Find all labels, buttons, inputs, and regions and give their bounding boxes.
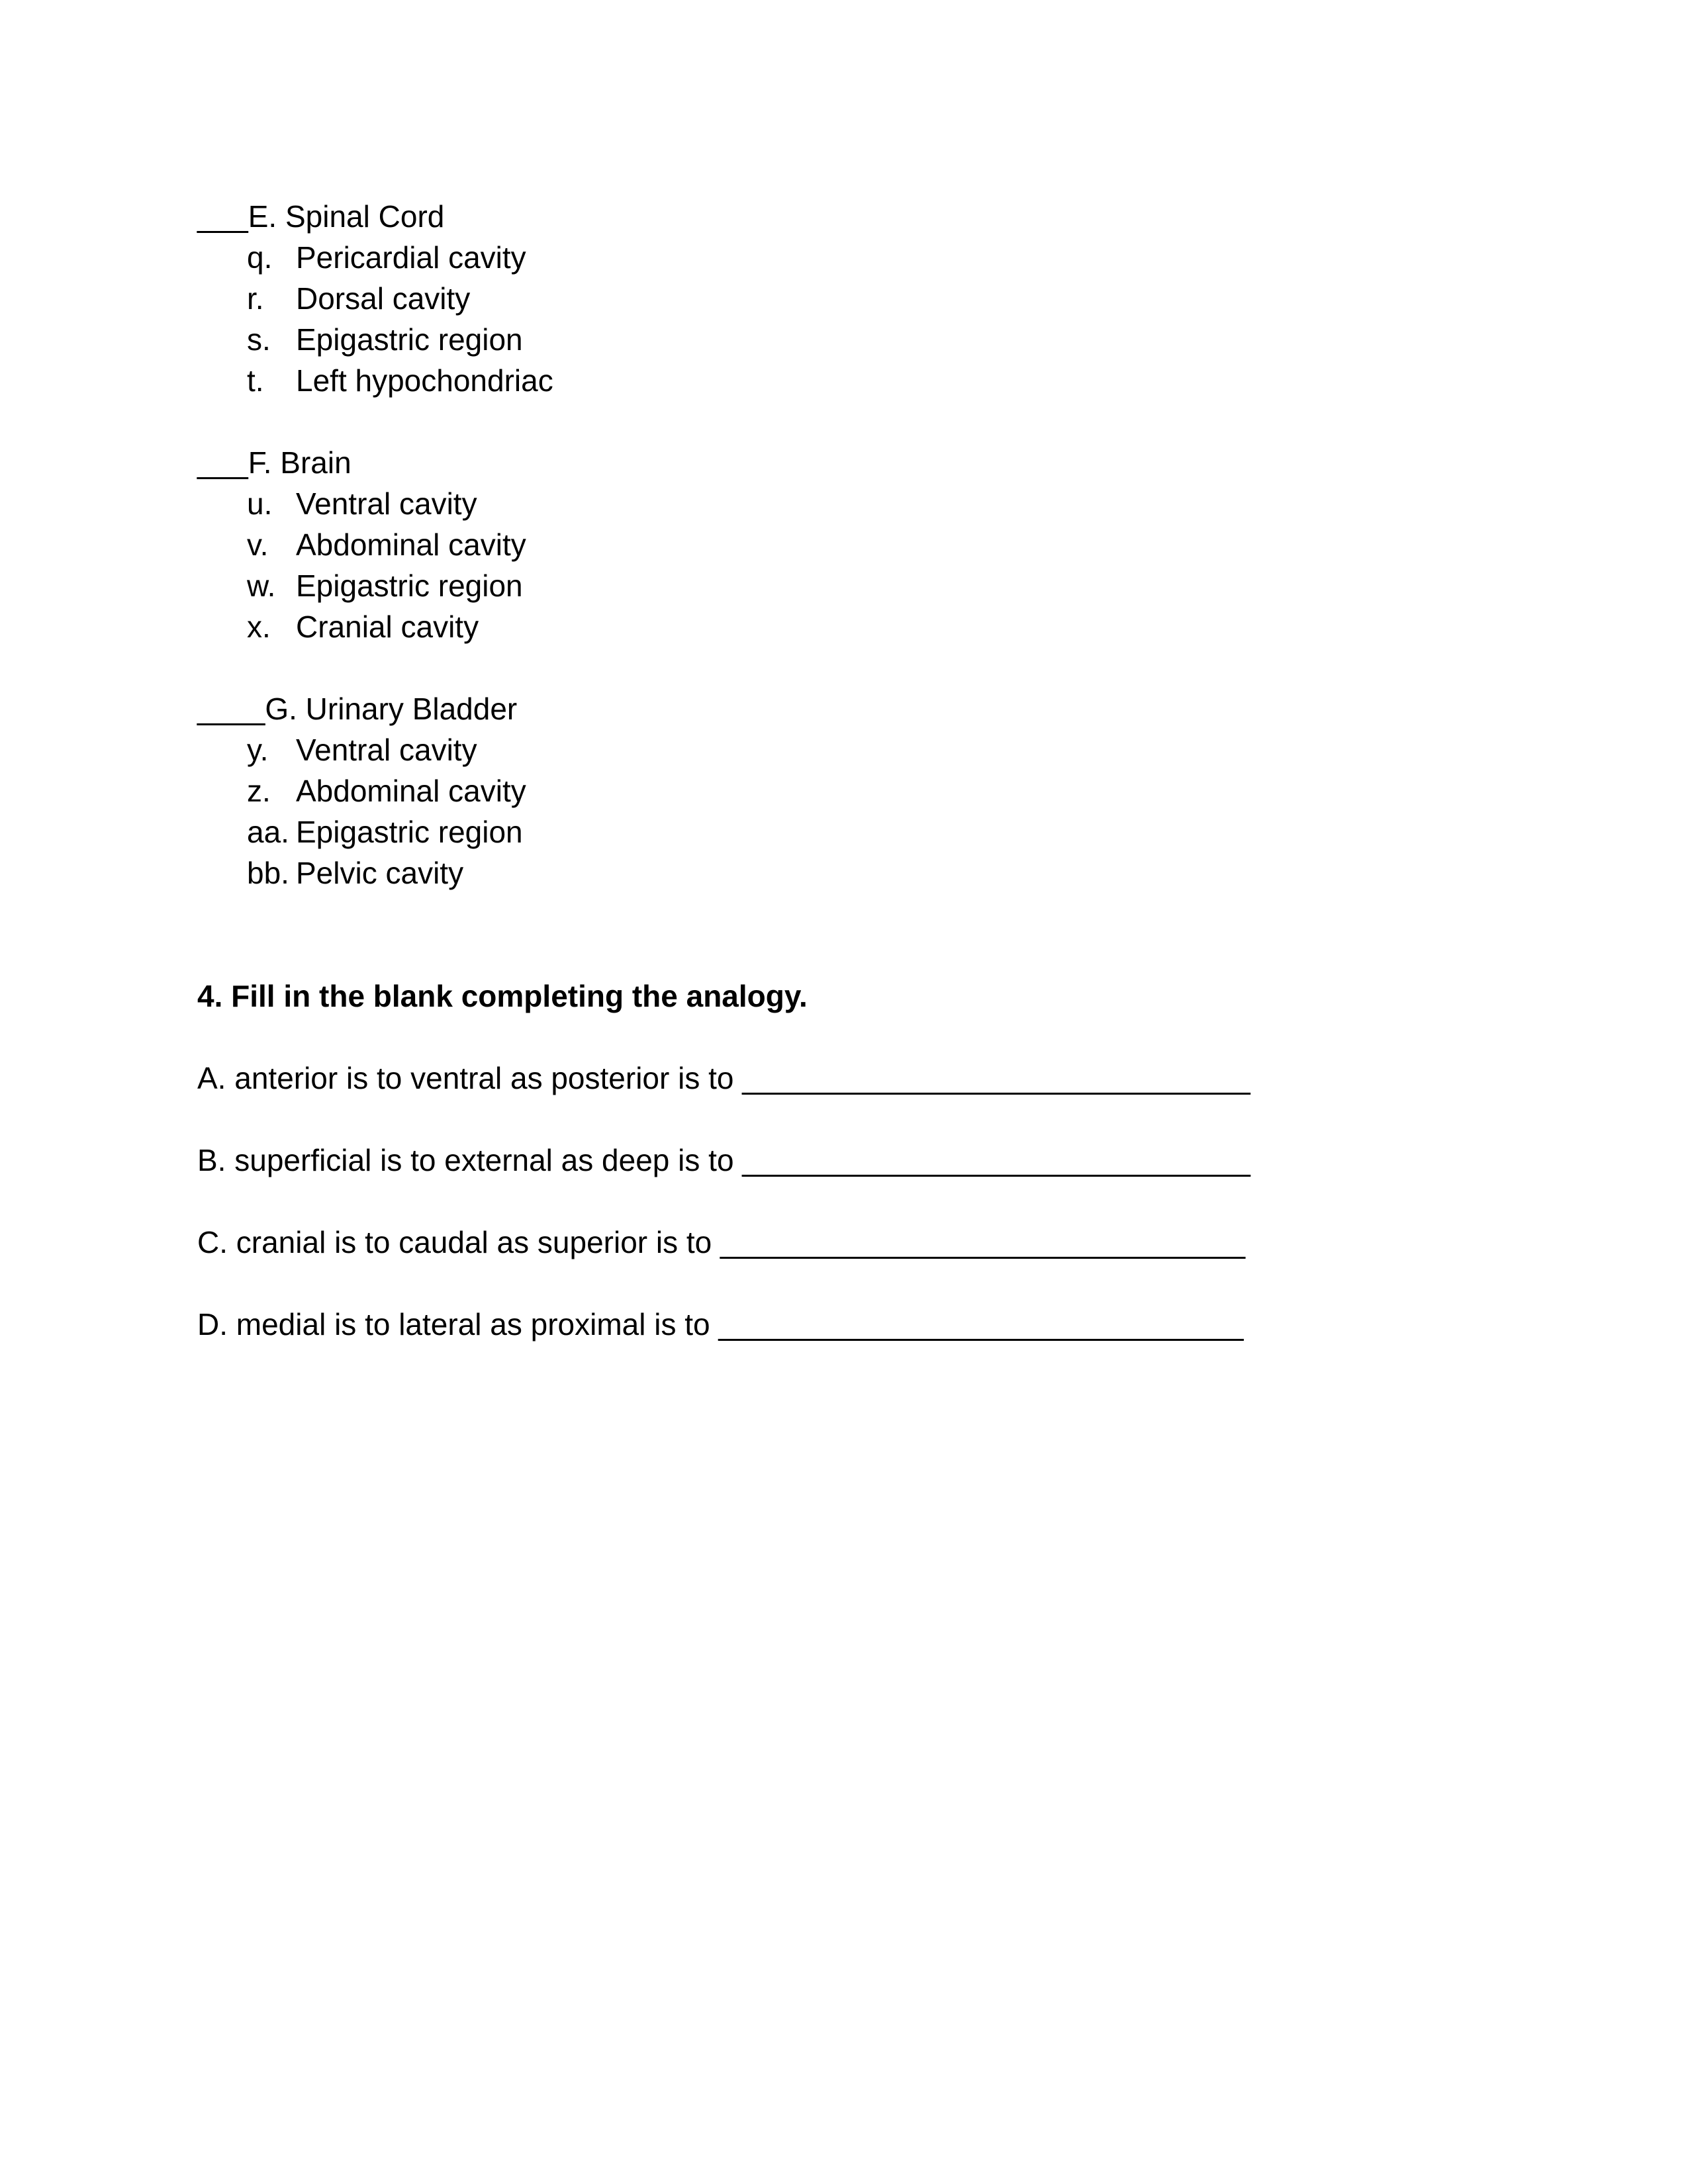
- option-letter: t.: [247, 363, 264, 398]
- option-letter: y.: [247, 733, 269, 767]
- answer-option: [197, 565, 1521, 606]
- option-letter: u.: [247, 486, 273, 521]
- question-stem: ____G. Urinary Bladder: [197, 692, 518, 726]
- section-4-heading: 4. Fill in the blank completing the analogy.: [197, 979, 808, 1013]
- answer-option: [197, 852, 1521, 893]
- option-letter: r.: [247, 281, 264, 316]
- option-text: Cranial cavity: [296, 610, 479, 644]
- answer-option: [197, 606, 1521, 647]
- answer-option: [197, 278, 1521, 319]
- answer-option: [197, 729, 1521, 770]
- option-text: Epigastric region: [296, 322, 523, 357]
- answer-option: [197, 319, 1521, 360]
- option-text: Left hypochondriac: [296, 363, 553, 398]
- option-text: Epigastric region: [296, 815, 523, 849]
- option-text: Abdominal cavity: [296, 774, 526, 808]
- option-text: Pericardial cavity: [296, 240, 526, 275]
- question-stem: ___F. Brain: [197, 445, 352, 480]
- answer-option: [197, 811, 1521, 852]
- option-letter: z.: [247, 774, 271, 808]
- option-text: Epigastric region: [296, 569, 523, 603]
- option-letter: aa.: [247, 815, 289, 849]
- question-stem: ___E. Spinal Cord: [197, 199, 445, 234]
- option-text: Ventral cavity: [296, 486, 477, 521]
- answer-option: [197, 360, 1521, 401]
- analogy-item-c: C. cranial is to caudal as superior is to _______________________________: [197, 1225, 1246, 1259]
- option-letter: w.: [247, 569, 276, 603]
- answer-options: [197, 483, 1521, 647]
- option-text: Dorsal cavity: [296, 281, 471, 316]
- analogy-item-b: B. superficial is to external as deep is to ______________________________: [197, 1143, 1250, 1177]
- option-letter: x.: [247, 610, 271, 644]
- option-letter: q.: [247, 240, 273, 275]
- option-letter: bb.: [247, 856, 289, 890]
- option-text: Ventral cavity: [296, 733, 477, 767]
- answer-option: [197, 237, 1521, 278]
- option-letter: v.: [247, 527, 269, 562]
- question-spinal-cord: [197, 196, 1521, 401]
- option-text: Pelvic cavity: [296, 856, 464, 890]
- worksheet-content: [197, 196, 1521, 1386]
- answer-option: [197, 524, 1521, 565]
- analogy-item-a: A. anterior is to ventral as posterior is to ______________________________: [197, 1061, 1250, 1095]
- question-urinary-bladder: [197, 688, 1521, 893]
- analogy-item-d: D. medial is to lateral as proximal is to _______________________________: [197, 1307, 1244, 1342]
- answer-options: [197, 729, 1521, 893]
- answer-options: [197, 237, 1521, 401]
- answer-option: [197, 483, 1521, 524]
- option-text: Abdominal cavity: [296, 527, 526, 562]
- answer-option: [197, 770, 1521, 811]
- question-brain: [197, 442, 1521, 647]
- option-letter: s.: [247, 322, 271, 357]
